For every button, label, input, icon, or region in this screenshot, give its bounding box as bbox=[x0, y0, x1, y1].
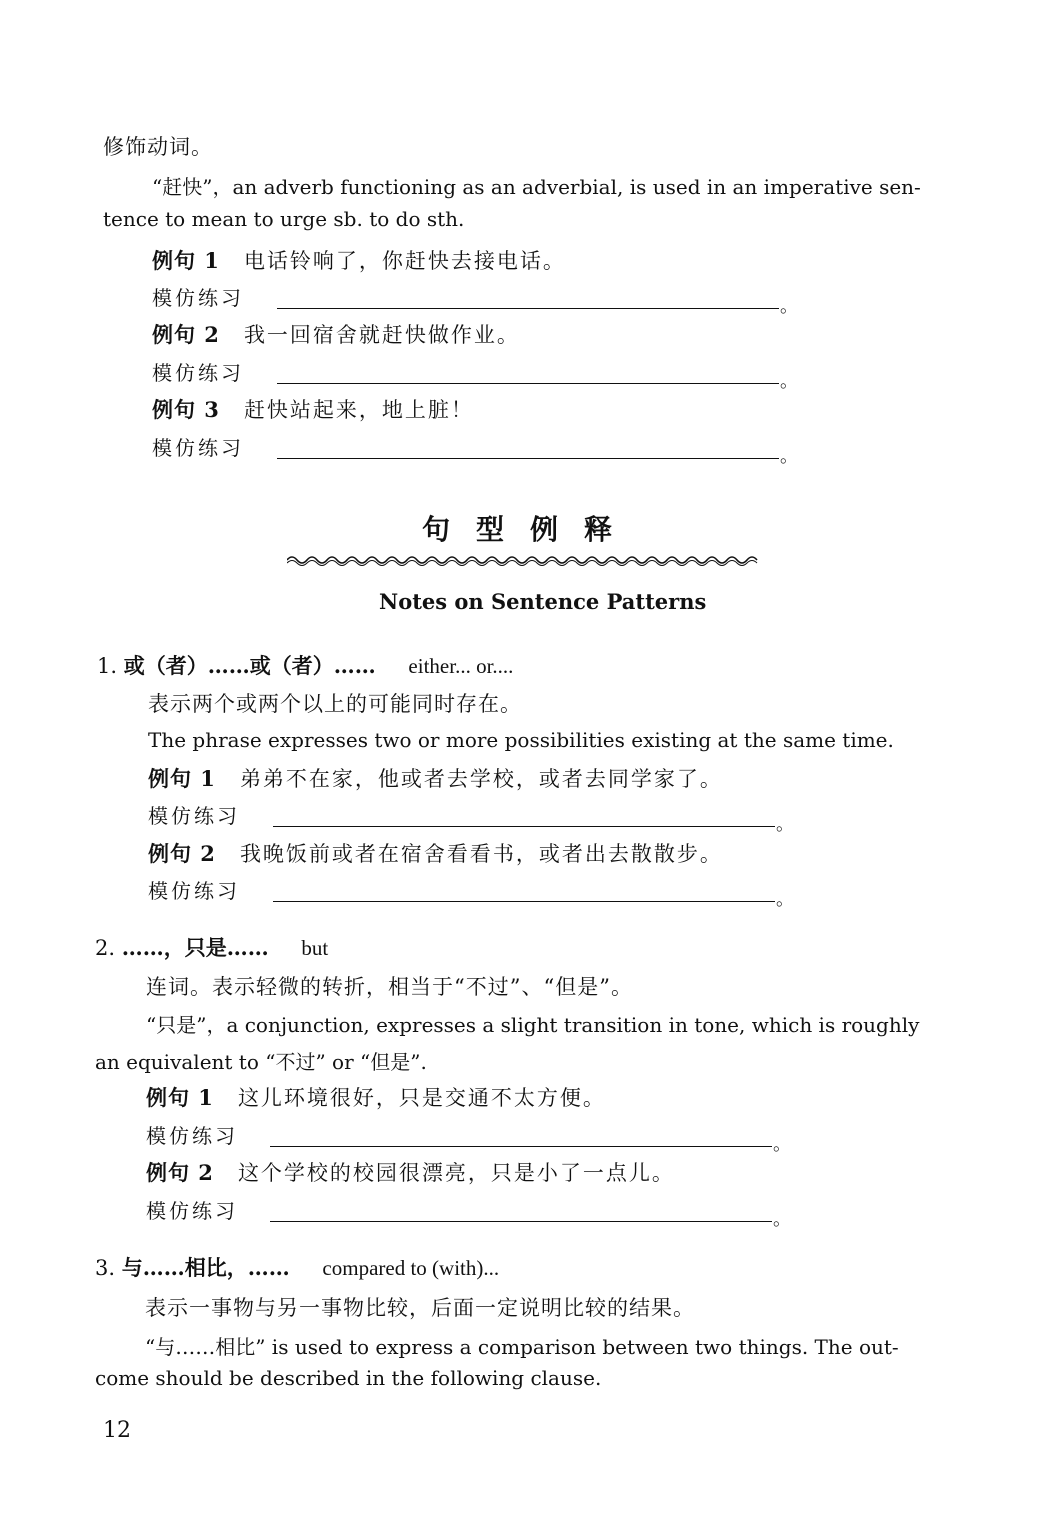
example-label: 例句 1 bbox=[148, 766, 216, 791]
explanation-cn: 表示两个或两个以上的可能同时存在。 bbox=[148, 692, 522, 716]
item-number: 3. bbox=[95, 1256, 116, 1280]
section-title: 句型例释 bbox=[422, 513, 639, 546]
example-sentence bbox=[148, 838, 723, 868]
practice-blank[interactable] bbox=[273, 826, 775, 827]
pattern-heading bbox=[97, 650, 513, 680]
end-mark: 。 bbox=[780, 371, 798, 392]
practice-label: 模仿练习 bbox=[152, 286, 244, 310]
practice-blank[interactable] bbox=[270, 1221, 772, 1222]
practice-label: 模仿练习 bbox=[148, 879, 240, 903]
example-sentence bbox=[152, 245, 566, 275]
example-sentence bbox=[152, 319, 520, 349]
practice-blank[interactable] bbox=[273, 901, 775, 902]
practice-label: 模仿练习 bbox=[152, 361, 244, 385]
example-sentence bbox=[146, 1157, 675, 1187]
example-sentence bbox=[148, 763, 723, 793]
example-label: 例句 1 bbox=[152, 248, 220, 273]
section-subtitle: Notes on Sentence Patterns bbox=[379, 589, 707, 614]
example-label: 例句 1 bbox=[146, 1085, 214, 1110]
pattern-cn: 或（者）……或（者）…… bbox=[123, 653, 376, 678]
explanation-en: tence to mean to urge sb. to do sth. bbox=[103, 207, 465, 231]
pattern-heading bbox=[95, 932, 328, 962]
pattern-cn: 与……相比，…… bbox=[121, 1255, 290, 1280]
explanation-en: The phrase expresses two or more possibilities existing at the same time. bbox=[148, 728, 894, 752]
practice-blank[interactable] bbox=[277, 458, 779, 459]
explanation-en: come should be described in the following clause. bbox=[95, 1366, 602, 1390]
example-text: 这个学校的校园很漂亮，只是小了一点儿。 bbox=[237, 1161, 675, 1185]
example-sentence bbox=[152, 394, 474, 424]
example-label: 例句 2 bbox=[148, 841, 216, 866]
example-text: 电话铃响了，你赶快去接电话。 bbox=[243, 249, 566, 273]
practice-label: 模仿练习 bbox=[146, 1124, 238, 1148]
item-number: 2. bbox=[95, 936, 116, 960]
page-number: 12 bbox=[103, 1418, 131, 1443]
pattern-heading bbox=[95, 1252, 499, 1282]
example-text: 我一回宿舍就赶快做作业。 bbox=[243, 323, 520, 347]
example-label: 例句 2 bbox=[152, 322, 220, 347]
end-mark: 。 bbox=[776, 814, 794, 835]
paragraph-line: 修饰动词。 bbox=[103, 135, 213, 159]
practice-blank[interactable] bbox=[270, 1146, 772, 1147]
end-mark: 。 bbox=[773, 1134, 791, 1155]
explanation-en: “与……相比” is used to express a comparison between two things. The out- bbox=[145, 1335, 899, 1359]
pattern-en: either... or.... bbox=[408, 654, 514, 678]
end-mark: 。 bbox=[780, 296, 798, 317]
explanation-en: “只是”，a conjunction, expresses a slight transition in tone, which is roughly bbox=[146, 1013, 920, 1037]
pattern-en: but bbox=[301, 936, 329, 960]
end-mark: 。 bbox=[776, 889, 794, 910]
example-text: 赶快站起来，地上脏！ bbox=[243, 398, 474, 422]
pattern-en: compared to (with)... bbox=[322, 1256, 500, 1280]
explanation-en: “赶快”，an adverb functioning as an adverbial, is used in an imperative sen- bbox=[152, 175, 921, 199]
explanation-cn: 连词。表示轻微的转折，相当于“不过”、“但是”。 bbox=[146, 975, 633, 999]
practice-blank[interactable] bbox=[277, 308, 779, 309]
practice-label: 模仿练习 bbox=[148, 804, 240, 828]
end-mark: 。 bbox=[773, 1209, 791, 1230]
pattern-cn: ……，只是…… bbox=[121, 935, 269, 960]
practice-blank[interactable] bbox=[277, 383, 779, 384]
end-mark: 。 bbox=[780, 446, 798, 467]
decorative-wave-divider bbox=[287, 553, 762, 567]
example-sentence bbox=[146, 1082, 606, 1112]
item-number: 1. bbox=[97, 654, 118, 678]
example-label: 例句 2 bbox=[146, 1160, 214, 1185]
example-label: 例句 3 bbox=[152, 397, 220, 422]
explanation-cn: 表示一事物与另一事物比较，后面一定说明比较的结果。 bbox=[145, 1296, 695, 1320]
practice-label: 模仿练习 bbox=[152, 436, 244, 460]
explanation-en: an equivalent to “不过” or “但是”. bbox=[95, 1050, 427, 1074]
example-text: 我晚饭前或者在宿舍看看书，或者出去散散步。 bbox=[239, 842, 723, 866]
practice-label: 模仿练习 bbox=[146, 1199, 238, 1223]
example-text: 这儿环境很好，只是交通不太方便。 bbox=[237, 1086, 606, 1110]
example-text: 弟弟不在家，他或者去学校，或者去同学家了。 bbox=[239, 767, 723, 791]
